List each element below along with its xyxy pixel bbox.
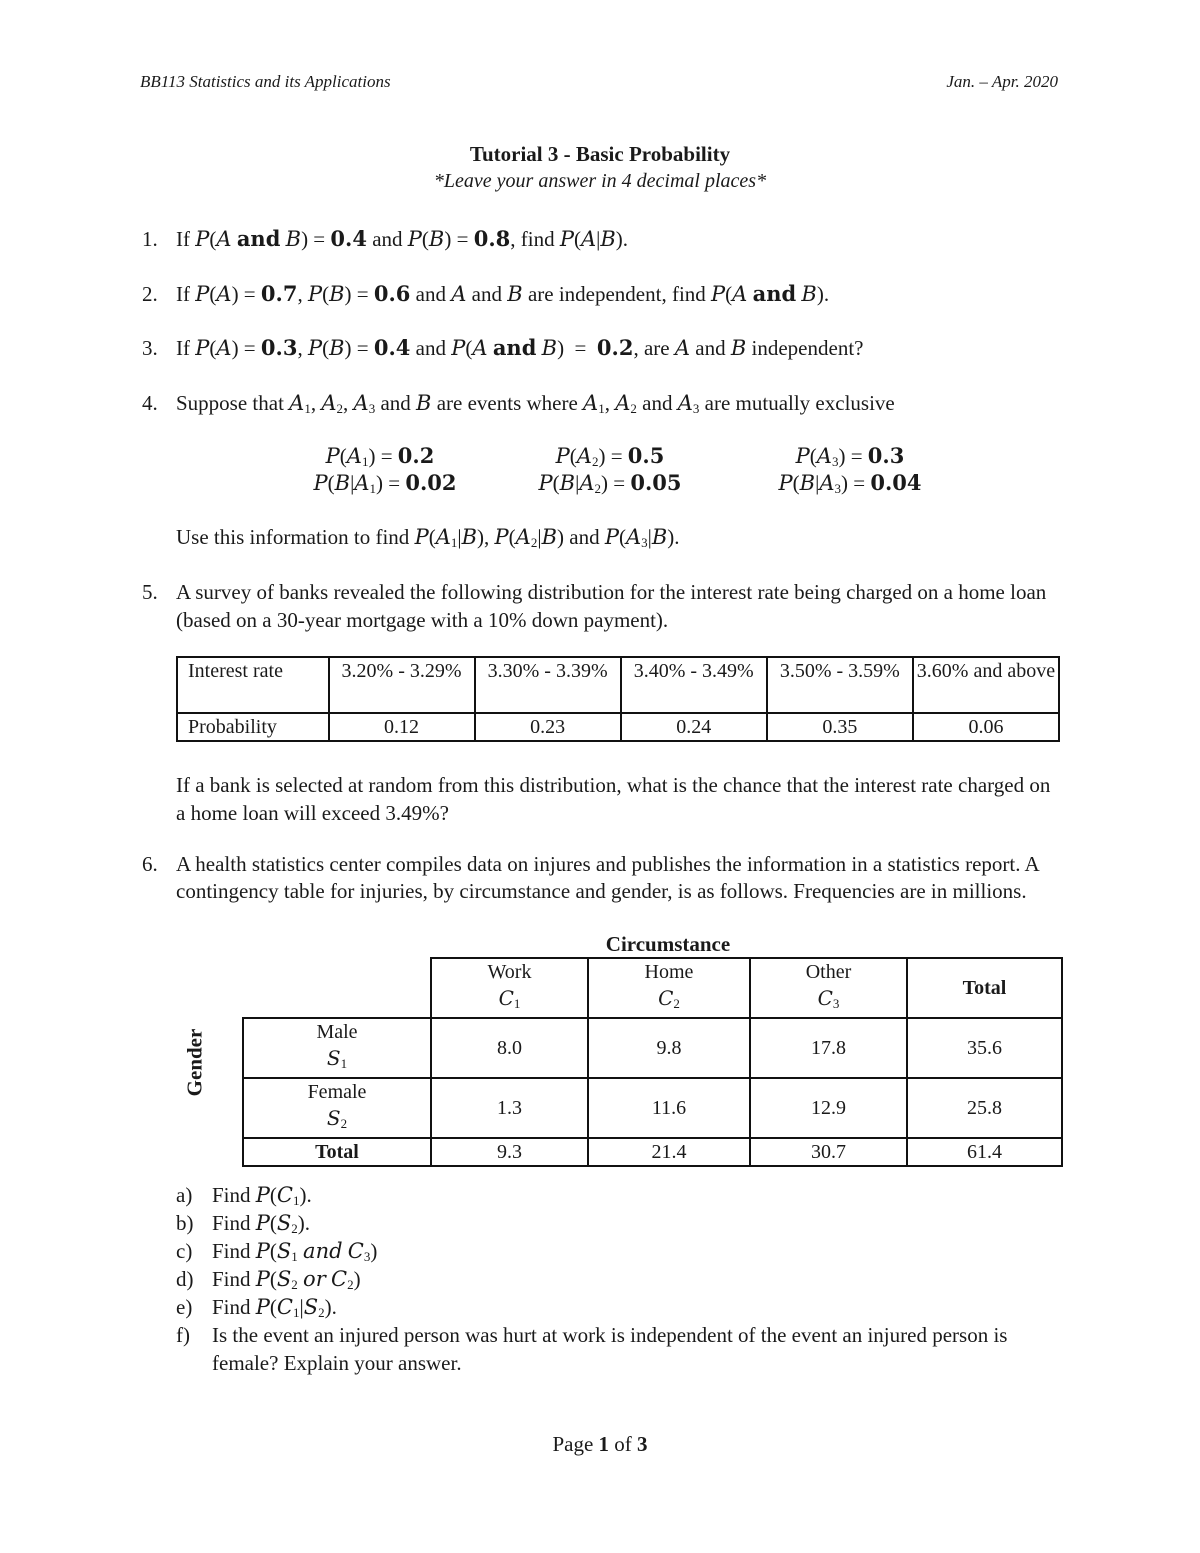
- table-row: [177, 657, 1059, 713]
- page-footer: Page 1 of 3: [552, 1432, 648, 1456]
- table-cell: 9.3: [431, 1138, 588, 1166]
- gender-label: Gender: [182, 1028, 207, 1097]
- question-number: 2.: [142, 282, 158, 306]
- table-row: [243, 1018, 1062, 1078]
- table-cell: 0.24: [621, 713, 767, 741]
- table-cell: 21.4: [588, 1138, 750, 1166]
- prob-a3: $P(A_3) = 0.3$: [795, 443, 905, 469]
- question-6-text: A health statistics center compiles data on injures and publishes the information in a statistics report. A contingency table for injuries, by circumstance and gender, is as follows. Frequencies are in millions.: [176, 852, 1039, 903]
- table-cell: 0.23: [475, 713, 621, 741]
- question-number: 6.: [142, 852, 158, 876]
- table-cell: 8.0: [431, 1018, 588, 1078]
- table-cell: 3.40% - 3.49%: [621, 657, 767, 713]
- table-cell: 3.20% - 3.29%: [329, 657, 475, 713]
- prob-a2: $P(A_2) = 0.5$: [555, 443, 665, 469]
- table-cell: 35.6: [907, 1018, 1062, 1078]
- table-header-cell: Male $S_1$: [243, 1018, 431, 1078]
- question-number: 4.: [142, 391, 158, 415]
- term-header: Jan. – Apr. 2020: [946, 72, 1058, 91]
- table-cell: 17.8: [750, 1018, 907, 1078]
- interest-rate-table: [176, 656, 1060, 742]
- table-row: [243, 958, 1062, 1018]
- table-header-cell: Work $C_1$: [431, 958, 588, 1018]
- table-header-cell: Home $C_2$: [588, 958, 750, 1018]
- table-cell: 0.12: [329, 713, 475, 741]
- table-row: [243, 1078, 1062, 1138]
- table-header-cell: Other $C_3$: [750, 958, 907, 1018]
- table-cell: 3.50% - 3.59%: [767, 657, 913, 713]
- table-cell: 3.60% and above: [913, 657, 1059, 713]
- table-row: [177, 713, 1059, 741]
- table-header-cell: Probability: [177, 713, 329, 741]
- table-cell: 25.8: [907, 1078, 1062, 1138]
- table-cell: 11.6: [588, 1078, 750, 1138]
- table-cell: 61.4: [907, 1138, 1062, 1166]
- course-header: BB113 Statistics and its Applications: [140, 72, 391, 91]
- table-cell: 30.7: [750, 1138, 907, 1166]
- table-header-cell: Interest rate: [177, 657, 329, 713]
- table-row: [243, 1138, 1062, 1166]
- table-blank-cell: [243, 958, 431, 1018]
- prob-b-given-a2: $P(B|A_2) = 0.05$: [538, 470, 682, 496]
- table-cell: 0.35: [767, 713, 913, 741]
- page-title: Tutorial 3 - Basic Probability: [469, 142, 731, 166]
- q4-use-line: Use this information to find $P(A_1|B)$, $P(A_2|B)$ and $P(A_3|B)$.: [176, 525, 680, 550]
- prob-b-given-a1: $P(B|A_1) = 0.02$: [313, 470, 457, 496]
- table-header-cell: Female $S_2$: [243, 1078, 431, 1138]
- table-cell: 0.06: [913, 713, 1059, 741]
- page-subtitle: *Leave your answer in 4 decimal places*: [433, 170, 767, 192]
- question-number: 3.: [142, 336, 158, 360]
- table-header-cell: Total: [243, 1138, 431, 1166]
- circumstance-label: Circumstance: [605, 932, 731, 956]
- question-5-text: A survey of banks revealed the following distribution for the interest rate being charged on a home loan (based on a 30-year mortgage with a 10% down payment).: [176, 580, 1047, 632]
- table-cell: 9.8: [588, 1018, 750, 1078]
- table-cell: 3.30% - 3.39%: [475, 657, 621, 713]
- contingency-table: [242, 957, 1063, 1167]
- table-cell: 12.9: [750, 1078, 907, 1138]
- question-5-prompt: If a bank is selected at random from this distribution, what is the chance that the interest rate charged on a home loan will exceed 3.49%?: [176, 773, 1051, 825]
- prob-a1: $P(A_1) = 0.2$: [325, 443, 435, 469]
- question-number: 1.: [142, 227, 158, 251]
- prob-b-given-a3: $P(B|A_3) = 0.04$: [778, 470, 922, 496]
- table-cell: 1.3: [431, 1078, 588, 1138]
- question-number: 5.: [142, 580, 158, 604]
- table-header-cell: Total: [907, 958, 1062, 1018]
